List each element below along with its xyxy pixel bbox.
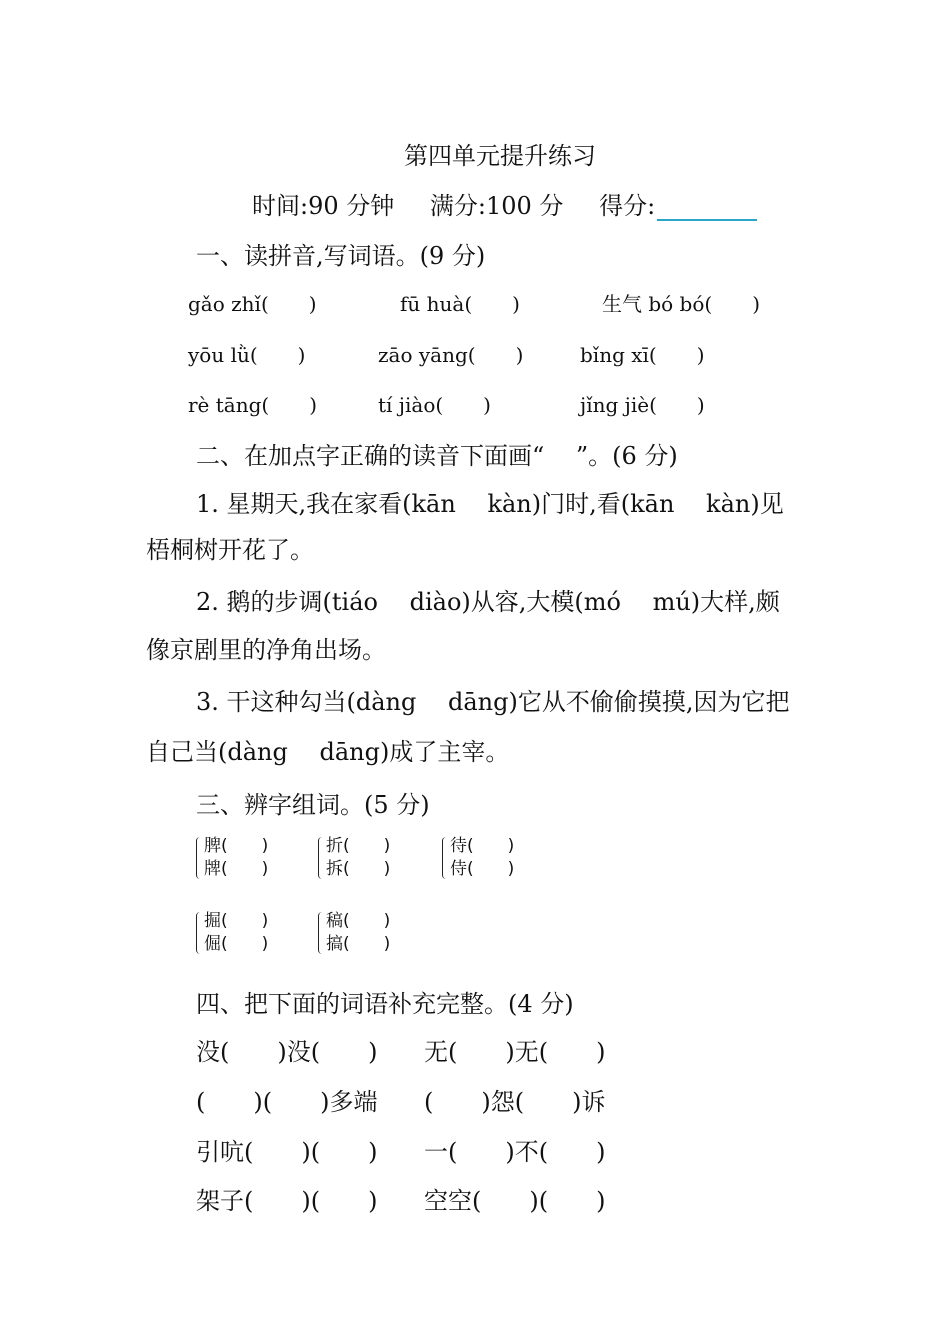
idiom-item: 架子( )( ) xyxy=(196,1187,378,1215)
char-pair xyxy=(196,910,268,956)
reading-question-line: 2. 鹅的步调(tiáo diào)从容,大模(mó mú)大样,颇 xyxy=(196,588,780,616)
reading-question-line: 像京剧里的净角出场。 xyxy=(146,636,386,664)
char-pair-item: 掘( ) xyxy=(204,911,269,931)
brace xyxy=(196,837,202,879)
char-pair-item: 侍( ) xyxy=(450,859,515,879)
time-limit: 时间:90 分钟 xyxy=(252,192,395,220)
pinyin-item: gǎo zhǐ( ) xyxy=(188,292,317,316)
idiom-item: ( )( )多端 xyxy=(196,1088,378,1116)
brace xyxy=(442,837,448,879)
pinyin-item: jǐng jiè( ) xyxy=(580,393,705,417)
pinyin-item: bǐng xī( ) xyxy=(580,343,705,367)
brace xyxy=(196,912,202,954)
char-pair-item: 倔( ) xyxy=(204,934,269,954)
brace xyxy=(318,837,324,879)
reading-question-line: 3. 干这种勾当(dàng dāng)它从不偷偷摸摸,因为它把 xyxy=(196,688,790,716)
idiom-item: 没( )没( ) xyxy=(196,1038,378,1066)
idiom-item: 无( )无( ) xyxy=(424,1038,606,1066)
score-blank[interactable] xyxy=(657,197,757,221)
char-pair-item: 拆( ) xyxy=(326,859,391,879)
section-4-heading: 四、把下面的词语补充完整。(4 分) xyxy=(196,990,574,1018)
score-label: 得分: xyxy=(599,192,656,220)
pinyin-item: fū huà( ) xyxy=(400,292,520,316)
pinyin-item: zāo yāng( ) xyxy=(378,343,524,367)
char-pair xyxy=(442,835,514,881)
char-pair xyxy=(318,835,390,881)
char-pair-item: 搞( ) xyxy=(326,934,391,954)
char-pair-item: 脾( ) xyxy=(204,836,269,856)
pinyin-item: rè tāng( ) xyxy=(188,393,318,417)
char-pair-item: 待( ) xyxy=(450,836,515,856)
exam-meta xyxy=(252,186,785,221)
pinyin-item: tí jiào( ) xyxy=(378,393,491,417)
idiom-item: 引吭( )( ) xyxy=(196,1138,378,1166)
full-score: 满分:100 分 xyxy=(429,192,564,220)
idiom-item: ( )怨( )诉 xyxy=(424,1088,606,1116)
idiom-item: 空空( )( ) xyxy=(424,1187,606,1215)
section-2-heading: 二、在加点字正确的读音下面画“ ”。(6 分) xyxy=(196,442,678,470)
char-pair-item: 稿( ) xyxy=(326,911,391,931)
reading-question-line: 自己当(dàng dāng)成了主宰。 xyxy=(146,738,510,766)
pinyin-item: yōu lǜ( ) xyxy=(188,343,306,367)
char-pair-item: 牌( ) xyxy=(204,859,269,879)
section-1-heading: 一、读拼音,写词语。(9 分) xyxy=(196,242,486,270)
pinyin-item: 生气 bó bó( ) xyxy=(602,292,761,316)
section-3-heading: 三、辨字组词。(5 分) xyxy=(196,791,430,819)
char-pair xyxy=(318,910,390,956)
idiom-item: 一( )不( ) xyxy=(424,1138,606,1166)
brace xyxy=(318,912,324,954)
char-pair-item: 折( ) xyxy=(326,836,391,856)
char-pair xyxy=(196,835,268,881)
reading-question-line: 梧桐树开花了。 xyxy=(146,536,314,564)
page-title: 第四单元提升练习 xyxy=(404,142,596,170)
reading-question-line: 1. 星期天,我在家看(kān kàn)门时,看(kān kàn)见 xyxy=(196,490,784,518)
